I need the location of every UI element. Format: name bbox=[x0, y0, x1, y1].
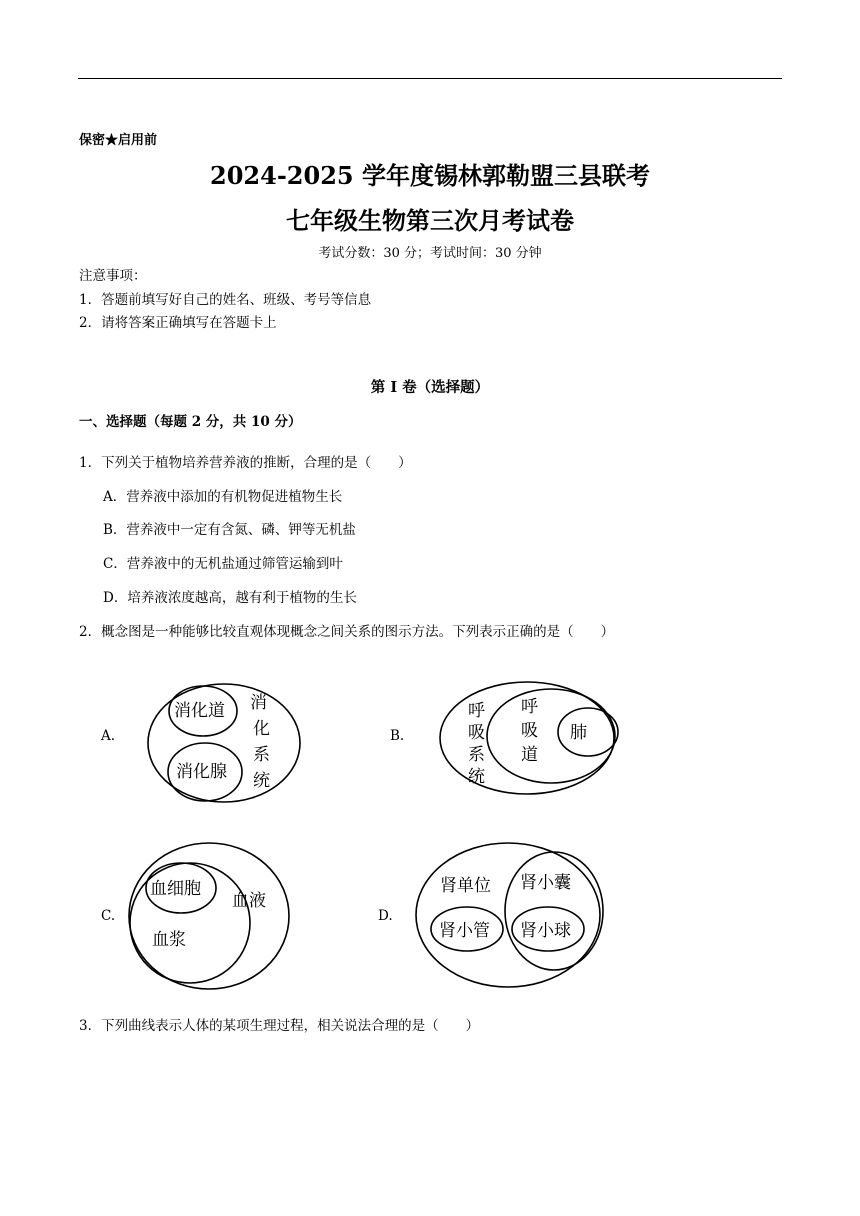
question-3-stem: 3．下列曲线表示人体的某项生理过程，相关说法合理的是（ ） bbox=[79, 1018, 480, 1034]
diagram-d-label: D. bbox=[378, 908, 393, 924]
diagram-d bbox=[412, 838, 612, 994]
diagram-a-label: A. bbox=[101, 728, 116, 744]
lung-text: 肺 bbox=[570, 723, 587, 743]
exam-title-line2: 七年级生物第三次月考试卷 bbox=[286, 206, 574, 235]
renal-capsule-text: 肾小囊 bbox=[520, 873, 571, 893]
digestive-tract-text: 消化道 bbox=[174, 701, 225, 721]
blood-text: 血液 bbox=[232, 891, 266, 911]
question-1-option-c: C．营养液中的无机盐通过筛管运输到叶 bbox=[103, 556, 343, 572]
glomerulus-text: 肾小球 bbox=[520, 921, 571, 941]
respiratory-system-char-2: 吸 bbox=[468, 723, 485, 743]
digestive-system-char-4: 统 bbox=[253, 771, 270, 791]
note-item-1: 1．答题前填写好自己的姓名、班级、考号等信息 bbox=[79, 292, 372, 308]
respiratory-tract-ellipse bbox=[487, 689, 615, 783]
respiratory-system-char-1: 呼 bbox=[468, 701, 485, 721]
question-1-option-a: A．营养液中添加的有机物促进植物生长 bbox=[103, 489, 343, 505]
respiratory-system-char-3: 系 bbox=[468, 745, 485, 765]
respiratory-tract-char-3: 道 bbox=[521, 745, 538, 765]
diagram-c bbox=[124, 838, 294, 998]
nephron-text: 肾单位 bbox=[440, 876, 491, 896]
question-1-stem: 1．下列关于植物培养营养液的推断，合理的是（ ） bbox=[79, 455, 412, 471]
diagram-c-label: C. bbox=[101, 908, 116, 924]
blood-ellipse bbox=[129, 843, 289, 989]
plasma-text: 血浆 bbox=[152, 930, 186, 950]
respiratory-tract-char-1: 呼 bbox=[521, 697, 538, 717]
renal-capsule-ellipse bbox=[505, 852, 603, 970]
note-item-2: 2．请将答案正确填写在答题卡上 bbox=[79, 315, 277, 331]
question-1-option-d: D．培养液浓度越高，越有利于植物的生长 bbox=[103, 590, 357, 606]
secret-mark: 保密★启用前 bbox=[79, 133, 158, 148]
diagram-a bbox=[140, 676, 310, 810]
header-rule bbox=[78, 78, 782, 79]
part-title: 一、选择题（每题 2 分，共 10 分） bbox=[79, 414, 302, 430]
section-title: 第 I 卷（选择题） bbox=[370, 379, 490, 396]
question-1-option-b: B．营养液中一定有含氮、磷、钾等无机盐 bbox=[103, 522, 356, 538]
respiratory-tract-char-2: 吸 bbox=[521, 721, 538, 741]
respiratory-system-char-4: 统 bbox=[468, 767, 485, 787]
digestive-system-char-2: 化 bbox=[253, 719, 270, 739]
digestive-system-char-3: 系 bbox=[253, 745, 270, 765]
diagram-b bbox=[434, 676, 634, 800]
digestive-system-char-1: 消 bbox=[250, 693, 267, 713]
exam-info: 考试分数：30 分；考试时间：30 分钟 bbox=[318, 246, 542, 261]
question-2-stem: 2．概念图是一种能够比较直观体现概念之间关系的图示方法。下列表示正确的是（ ） bbox=[79, 624, 615, 640]
diagram-b-label: B. bbox=[390, 728, 405, 744]
renal-tubule-text: 肾小管 bbox=[439, 921, 490, 941]
exam-title-line1: 2024-2025 学年度锡林郭勒盟三县联考 bbox=[210, 161, 650, 190]
lung-ellipse bbox=[558, 708, 618, 756]
notes-heading: 注意事项： bbox=[79, 268, 147, 284]
digestive-gland-text: 消化腺 bbox=[176, 762, 227, 782]
blood-cell-text: 血细胞 bbox=[150, 879, 201, 899]
